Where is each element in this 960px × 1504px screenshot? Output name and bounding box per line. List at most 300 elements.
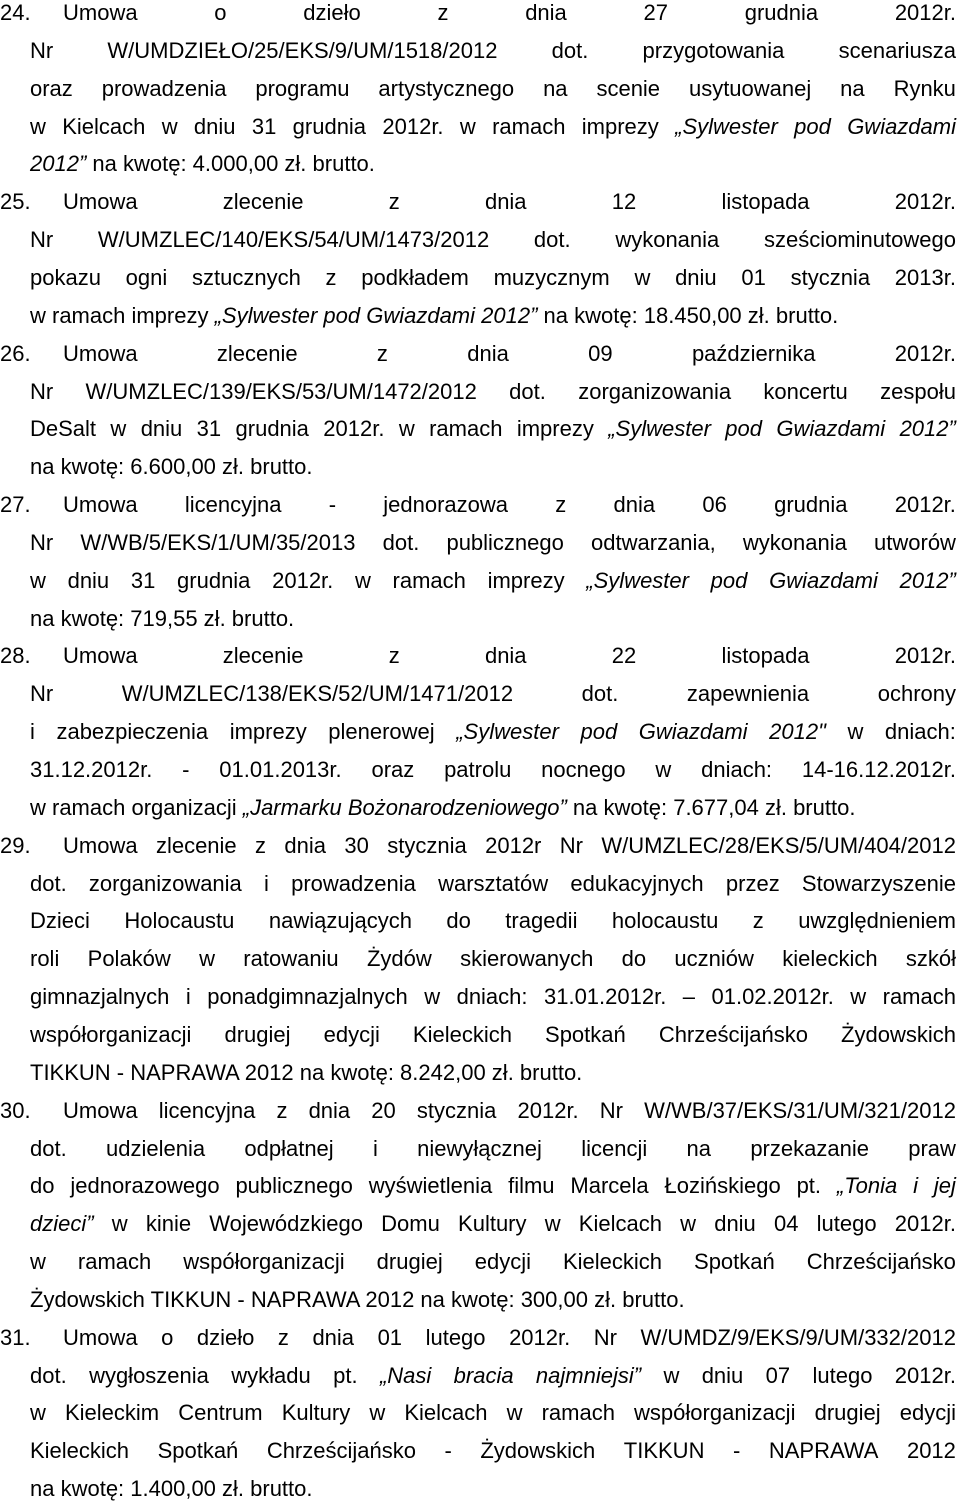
- entry-text-line: [30, 717, 956, 747]
- text: zlecenie: [216, 340, 298, 366]
- text: odtwarzania,: [591, 529, 716, 555]
- text: Kielcach: [62, 113, 146, 139]
- entry-text-line: [30, 149, 956, 179]
- text: z: [276, 1097, 288, 1123]
- text: 09: [588, 340, 613, 366]
- text: i: [264, 870, 269, 896]
- text: licencji: [581, 1135, 648, 1161]
- text: grudnia: [292, 113, 367, 139]
- text: dniu: [714, 1211, 756, 1237]
- text: 20: [371, 1097, 396, 1123]
- text: dniu: [675, 264, 717, 290]
- text: Polaków: [87, 946, 171, 972]
- text: koncertu: [763, 378, 848, 404]
- text: Umowa: [63, 0, 138, 25]
- italic-text: „Nasi: [379, 1362, 432, 1388]
- line-text: [30, 717, 956, 747]
- text: współorganizacji: [183, 1249, 345, 1275]
- text: dnia: [484, 189, 527, 215]
- italic-text: „Sylwester: [586, 567, 689, 593]
- entry-heading-line: [0, 187, 956, 217]
- entry-text-line: [30, 225, 956, 255]
- text: ponadgimnazjalnych: [207, 984, 408, 1010]
- line-text: [30, 1398, 956, 1428]
- text: edycji: [474, 1249, 531, 1275]
- text: wykonania: [615, 227, 720, 253]
- line-text: [30, 679, 956, 709]
- italic-text: „Jarmarku Bożonarodzeniowego”: [242, 794, 567, 820]
- text: publicznego: [235, 1173, 353, 1199]
- text: dnia: [308, 1097, 351, 1123]
- text: pt.: [333, 1362, 358, 1388]
- italic-text: jej: [933, 1173, 956, 1199]
- entry-text-line: [30, 1058, 956, 1088]
- line-text: [63, 339, 956, 369]
- text: jednorazowego: [70, 1173, 220, 1199]
- text: i: [185, 984, 191, 1010]
- text: programu: [255, 75, 350, 101]
- text: z: [277, 1324, 289, 1350]
- entry-number: 24.: [0, 0, 31, 25]
- line-text: [30, 944, 956, 974]
- text: 14-16.12.2012r.: [801, 757, 956, 782]
- text: wygłoszenia: [89, 1362, 209, 1388]
- text: DeSalt: [30, 416, 97, 442]
- text: Spotkań: [157, 1438, 239, 1464]
- text: Kieleckich: [412, 1021, 512, 1047]
- text: W/UMDZ/9/EKS/9/UM/332/2012: [640, 1324, 956, 1350]
- text: -: [444, 1438, 452, 1464]
- line-text: [30, 982, 956, 1012]
- entry-text-line: [30, 1020, 956, 1050]
- line-text: [30, 112, 956, 142]
- text: wykładu: [231, 1362, 311, 1388]
- text: 01: [741, 264, 766, 290]
- text: na kwotę: 1.400,00 zł. brutto.: [30, 1476, 313, 1502]
- line-text: [63, 187, 956, 217]
- text: w: [506, 1400, 523, 1426]
- text: w: [110, 416, 127, 442]
- italic-text: pod: [580, 719, 618, 745]
- text: ochrony: [877, 681, 956, 707]
- text: pt.: [796, 1173, 822, 1199]
- text: na kwotę: 4.000,00 zł. brutto.: [86, 151, 375, 177]
- text: NAPRAWA: [768, 1438, 879, 1464]
- text: roli: [30, 946, 60, 972]
- text: 2012r.: [894, 1211, 956, 1237]
- text: Nr: [30, 37, 54, 63]
- text: dniu: [701, 1362, 744, 1388]
- italic-text: pod: [794, 113, 831, 139]
- text: zespołu: [880, 378, 956, 404]
- text: TIKKUN - NAPRAWA 2012 na kwotę: 8.242,00 zł. brutto.: [30, 1059, 583, 1085]
- text: w: [161, 113, 178, 139]
- text: na: [686, 1135, 712, 1161]
- line-text: [30, 1134, 956, 1164]
- text: 31: [130, 567, 156, 593]
- line-text: [30, 301, 956, 331]
- text: zorganizowania: [578, 378, 732, 404]
- text: współorganizacji: [30, 1021, 192, 1047]
- line-text: [30, 1020, 956, 1050]
- text: ramach: [429, 416, 503, 442]
- text: dot.: [551, 37, 589, 63]
- entry-text-line: [30, 604, 956, 634]
- entry-text-line: [30, 944, 956, 974]
- text: uwzględnieniem: [798, 908, 956, 934]
- text: Żydowskich TIKKUN - NAPRAWA 2012 na kwotę: 300,00 zł. brutto.: [30, 1286, 685, 1312]
- entry-number: 25.: [0, 189, 31, 215]
- text: z: [752, 908, 764, 934]
- text: patrolu: [444, 757, 512, 782]
- entry-text-line: [30, 301, 956, 331]
- text: tragedii: [505, 908, 578, 934]
- text: 2013r.: [894, 264, 956, 290]
- text: Umowa: [63, 189, 138, 215]
- text: TIKKUN: [623, 1438, 705, 1464]
- text: Dzieci: [30, 908, 90, 934]
- text: dzieło: [196, 1324, 255, 1350]
- entry-text-line: [30, 1134, 956, 1164]
- text: imprezy: [516, 416, 594, 442]
- text: zabezpieczenia: [56, 719, 209, 745]
- text: podkładem: [361, 264, 469, 290]
- text: zlecenie: [155, 832, 237, 858]
- text: na kwotę: 18.450,00 zł. brutto.: [537, 302, 839, 328]
- text: -: [328, 492, 337, 518]
- text: 01.02.2012r.: [711, 984, 834, 1010]
- text: w ramach imprezy: [30, 302, 215, 328]
- entry-text-line: [30, 906, 956, 936]
- entry-number: 27.: [0, 492, 31, 518]
- line-text: [63, 1323, 956, 1353]
- text: Kieleckim: [65, 1400, 160, 1426]
- text: w: [199, 946, 215, 972]
- entry-number: 26.: [0, 340, 31, 366]
- text: dot.: [30, 1362, 67, 1388]
- text: sześciominutowego: [763, 227, 956, 253]
- text: sztucznych: [191, 264, 301, 290]
- text: imprezy: [581, 113, 659, 139]
- text: Łozińskiego: [664, 1173, 781, 1199]
- text: artystycznego: [378, 75, 515, 101]
- line-text: [30, 263, 956, 293]
- text: 07: [765, 1362, 791, 1388]
- text: drugiej: [814, 1400, 881, 1426]
- text: dzieło: [303, 0, 361, 25]
- text: z: [376, 340, 388, 366]
- line-text: [30, 604, 956, 634]
- text: Wojewódzkiego: [209, 1211, 363, 1237]
- line-text: [30, 36, 956, 66]
- text: grudnia: [774, 492, 848, 518]
- text: dniach:: [456, 984, 528, 1010]
- text: dnia: [613, 492, 656, 518]
- text: 2012r.: [894, 189, 956, 215]
- text: Nr: [30, 681, 54, 707]
- line-text: [63, 0, 956, 28]
- text: stycznia: [416, 1097, 497, 1123]
- text: W/UMZLEC/140/EKS/54/UM/1473/2012: [97, 227, 490, 253]
- text: drugiej: [376, 1249, 443, 1275]
- text: w: [111, 1211, 128, 1237]
- text: W/WB/37/EKS/31/UM/321/2012: [644, 1097, 956, 1123]
- text: stycznia: [790, 264, 871, 290]
- entry-text-line: [30, 793, 956, 823]
- text: edycji: [899, 1400, 956, 1426]
- text: w: [398, 416, 415, 442]
- text: zapewnienia: [686, 681, 810, 707]
- text: Nr: [30, 529, 54, 555]
- text: Umowa: [63, 643, 138, 669]
- text: 30: [344, 832, 369, 858]
- text: praw: [908, 1135, 956, 1161]
- text: dot.: [533, 227, 571, 253]
- line-text: [30, 1361, 956, 1391]
- entry-text-line: [30, 112, 956, 142]
- line-text: [30, 793, 956, 823]
- entry-heading-line: [0, 0, 956, 28]
- text: kinie: [145, 1211, 192, 1237]
- line-text: [63, 1096, 956, 1126]
- text: nocnego: [541, 757, 626, 782]
- text: w: [369, 1400, 386, 1426]
- text: ogni: [125, 264, 168, 290]
- text: ratowaniu: [243, 946, 339, 972]
- text: Marcela: [570, 1173, 649, 1199]
- line-text: [30, 1436, 956, 1466]
- text: 22: [611, 643, 637, 669]
- entry-text-line: [30, 679, 956, 709]
- text: warsztatów: [438, 870, 549, 896]
- text: o: [161, 1324, 174, 1350]
- text: w: [634, 264, 651, 290]
- entry-heading-line: [0, 641, 956, 671]
- text: 2012r.: [509, 1324, 571, 1350]
- text: licencyjna: [158, 1097, 256, 1123]
- text: edycji: [323, 1021, 380, 1047]
- line-text: [30, 414, 956, 444]
- italic-text: 2012”: [899, 416, 956, 442]
- entry-text-line: [30, 528, 956, 558]
- text: 2012: [906, 1438, 956, 1464]
- text: o: [214, 0, 227, 25]
- entry-text-line: [30, 377, 956, 407]
- text: Żydowskich: [480, 1438, 596, 1464]
- text: holocaustu: [611, 908, 719, 934]
- italic-text: 2012”: [899, 567, 956, 593]
- italic-text: „Tonia: [836, 1173, 898, 1199]
- entry-text-line: [30, 1209, 956, 1239]
- text: z: [255, 832, 267, 858]
- text: scenariusza: [838, 37, 956, 63]
- text: w: [354, 567, 371, 593]
- text: dot.: [30, 870, 67, 896]
- line-text: [30, 566, 956, 596]
- text: w: [30, 1400, 46, 1426]
- text: Nr: [30, 227, 54, 253]
- text: 2012r.: [894, 1362, 956, 1388]
- entry-number: 31.: [0, 1324, 31, 1350]
- text: imprezy: [487, 567, 565, 593]
- text: dot.: [382, 529, 420, 555]
- text: 2012r.: [894, 340, 956, 366]
- text: Kultury: [458, 1211, 527, 1237]
- text: publicznego: [446, 529, 564, 555]
- text: Umowa: [63, 1324, 138, 1350]
- italic-text: dzieci”: [30, 1211, 94, 1237]
- text: drugiej: [224, 1021, 291, 1047]
- text: 2012r.: [894, 492, 956, 518]
- text: Domu: [381, 1211, 440, 1237]
- text: 04: [773, 1211, 799, 1237]
- line-text: [30, 1247, 956, 1277]
- text: prowadzenia: [101, 75, 227, 101]
- italic-text: „Sylwester: [456, 719, 559, 745]
- text: Umowa: [63, 1097, 138, 1123]
- text: Kultury: [281, 1400, 351, 1426]
- entry-text-line: [30, 414, 956, 444]
- italic-text: Gwiazdami: [847, 113, 956, 139]
- text: oraz: [371, 757, 415, 782]
- text: usytuowanej: [688, 75, 812, 101]
- text: Umowa: [63, 832, 138, 858]
- text: Chrześcijańsko: [806, 1249, 956, 1275]
- text: Holocaustu: [124, 908, 235, 934]
- text: szkół: [905, 946, 956, 972]
- text: 31.12.2012r.: [30, 757, 153, 782]
- text: w: [850, 984, 867, 1010]
- text: 2012r.: [894, 0, 956, 25]
- text: Umowa: [63, 340, 138, 366]
- text: w: [680, 1211, 697, 1237]
- line-text: [63, 490, 956, 520]
- entry-number: 30.: [0, 1097, 31, 1123]
- line-text: [30, 452, 956, 482]
- entry-heading-line: [0, 831, 956, 861]
- line-text: [30, 906, 956, 936]
- text: na: [543, 75, 568, 101]
- text: 2012r: [485, 832, 542, 858]
- text: utworów: [874, 529, 956, 555]
- text: współorganizacji: [634, 1400, 796, 1426]
- entry-text-line: [30, 1474, 956, 1504]
- italic-text: „Sylwester pod Gwiazdami 2012”: [214, 302, 538, 328]
- text: 01.01.2013r.: [219, 757, 342, 782]
- text: w: [459, 113, 476, 139]
- text: na kwotę: 6.600,00 zł. brutto.: [30, 454, 313, 480]
- italic-text: Gwiazdami: [769, 567, 878, 593]
- text: Spotkań: [694, 1249, 775, 1275]
- text: Chrześcijańsko: [658, 1021, 808, 1047]
- entry-heading-line: [0, 1323, 956, 1353]
- entry-number: 28.: [0, 643, 31, 669]
- text: odpłatnej: [244, 1135, 334, 1161]
- text: scenie: [596, 75, 661, 101]
- text: Nr: [599, 1097, 624, 1123]
- text: kieleckich: [782, 946, 878, 972]
- line-text: [63, 831, 956, 861]
- text: pokazu: [30, 264, 101, 290]
- text: -: [732, 1438, 741, 1464]
- entry-text-line: [30, 452, 956, 482]
- text: do: [446, 908, 471, 934]
- text: grudnia: [235, 416, 309, 442]
- text: zorganizowania: [88, 870, 242, 896]
- entry-text-line: [30, 263, 956, 293]
- text: 06: [702, 492, 727, 518]
- text: udzielenia: [106, 1135, 206, 1161]
- text: Żydów: [366, 946, 432, 972]
- text: dniach:: [884, 719, 956, 745]
- text: dniach:: [701, 757, 773, 782]
- line-text: [30, 149, 956, 179]
- entry-text-line: [30, 1285, 956, 1315]
- text: w ramach organizacji: [30, 794, 243, 820]
- text: 2012r.: [272, 567, 334, 593]
- text: 2012r.: [894, 643, 956, 669]
- text: dnia: [312, 1324, 355, 1350]
- text: dot.: [509, 378, 546, 404]
- text: lutego: [816, 1211, 877, 1237]
- italic-text: „Sylwester: [608, 416, 711, 442]
- text: z: [325, 264, 337, 290]
- text: w: [30, 1249, 46, 1275]
- text: W/UMDZIEŁO/25/EKS/9/UM/1518/2012: [107, 37, 498, 63]
- text: 31.01.2012r.: [543, 984, 667, 1010]
- text: plenerowej: [328, 719, 435, 745]
- line-text: [30, 1285, 956, 1315]
- entry-text-line: [30, 566, 956, 596]
- italic-text: pod: [725, 416, 762, 442]
- text: 31: [196, 416, 222, 442]
- line-text: [30, 528, 956, 558]
- text: ramach: [392, 567, 466, 593]
- text: 2012r.: [517, 1097, 579, 1123]
- text: z: [555, 492, 567, 518]
- text: ramach: [492, 113, 566, 139]
- line-text: [30, 1171, 956, 1201]
- text: -: [182, 757, 190, 782]
- text: Kieleckich: [30, 1438, 130, 1464]
- line-text: [30, 1058, 956, 1088]
- text: dniu: [140, 416, 183, 442]
- italic-text: i: [913, 1173, 918, 1199]
- entry-text-line: [30, 36, 956, 66]
- text: W/WB/5/EKS/1/UM/35/2013: [80, 529, 356, 555]
- entry-heading-line: [0, 490, 956, 520]
- text: licencyjna: [184, 492, 282, 518]
- entry-text-line: [30, 1171, 956, 1201]
- line-text: [63, 641, 956, 671]
- line-text: [30, 869, 956, 899]
- text: uczniów: [674, 946, 754, 972]
- text: listopada: [721, 189, 810, 215]
- text: edukacyjnych: [570, 870, 704, 896]
- italic-text: 2012": [769, 719, 826, 745]
- text: grudnia: [177, 567, 251, 593]
- text: dnia: [484, 643, 527, 669]
- text: listopada: [721, 643, 810, 669]
- text: oraz: [30, 75, 73, 101]
- line-text: [30, 74, 956, 104]
- text: niewyłącznej: [417, 1135, 542, 1161]
- text: filmu: [508, 1173, 555, 1199]
- text: 31: [251, 113, 277, 139]
- text: gimnazjalnych: [30, 984, 170, 1010]
- entry-text-line: [30, 1398, 956, 1428]
- text: Stowarzyszenie: [801, 870, 956, 896]
